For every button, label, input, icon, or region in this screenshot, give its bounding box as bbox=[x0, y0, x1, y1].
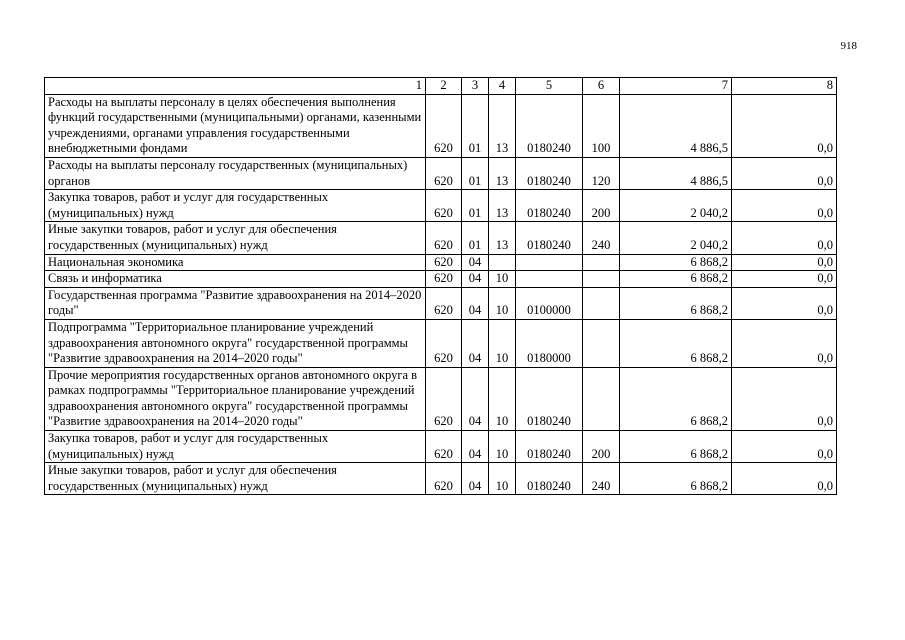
table-row bbox=[45, 94, 837, 157]
code-subsection-cell: 10 bbox=[489, 431, 516, 463]
code-admin-cell: 620 bbox=[426, 367, 462, 430]
column-header: 8 bbox=[732, 78, 837, 95]
row-name-cell: Иные закупки товаров, работ и услуг для обеспечения государственных (муниципальных) нужд bbox=[45, 222, 426, 254]
amount-cell: 2 040,2 bbox=[620, 190, 732, 222]
amount-cell: 6 868,2 bbox=[620, 463, 732, 495]
code-admin-cell: 620 bbox=[426, 287, 462, 319]
column-header: 6 bbox=[583, 78, 620, 95]
code-section-cell: 04 bbox=[462, 319, 489, 367]
amount-extra-cell: 0,0 bbox=[732, 157, 837, 189]
code-subsection-cell: 10 bbox=[489, 367, 516, 430]
amount-extra-cell: 0,0 bbox=[732, 287, 837, 319]
code-admin-cell: 620 bbox=[426, 463, 462, 495]
code-target-cell: 0100000 bbox=[516, 287, 583, 319]
table-row bbox=[45, 431, 837, 463]
row-name-cell: Прочие мероприятия государственных органов автономного округа в рамках подпрограммы "Территориальное планирование учреждений здравоохранения автономного округа" государственной программы "Развитие здравоохранения на 2014–2020 годы" bbox=[45, 367, 426, 430]
code-admin-cell: 620 bbox=[426, 271, 462, 288]
table-row bbox=[45, 367, 837, 430]
code-admin-cell: 620 bbox=[426, 157, 462, 189]
code-section-cell: 01 bbox=[462, 94, 489, 157]
column-header: 7 bbox=[620, 78, 732, 95]
code-admin-cell: 620 bbox=[426, 94, 462, 157]
amount-cell: 6 868,2 bbox=[620, 287, 732, 319]
code-subsection-cell: 13 bbox=[489, 94, 516, 157]
code-expense-type-cell bbox=[583, 254, 620, 271]
code-section-cell: 04 bbox=[462, 463, 489, 495]
code-target-cell bbox=[516, 271, 583, 288]
amount-extra-cell: 0,0 bbox=[732, 367, 837, 430]
code-expense-type-cell bbox=[583, 367, 620, 430]
amount-extra-cell: 0,0 bbox=[732, 94, 837, 157]
code-subsection-cell: 13 bbox=[489, 157, 516, 189]
table-row bbox=[45, 222, 837, 254]
row-name-cell: Национальная экономика bbox=[45, 254, 426, 271]
code-subsection-cell bbox=[489, 254, 516, 271]
code-target-cell bbox=[516, 254, 583, 271]
amount-cell: 6 868,2 bbox=[620, 254, 732, 271]
table-row bbox=[45, 287, 837, 319]
row-name-cell: Расходы на выплаты персоналу государственных (муниципальных) органов bbox=[45, 157, 426, 189]
code-target-cell: 0180240 bbox=[516, 94, 583, 157]
amount-cell: 6 868,2 bbox=[620, 271, 732, 288]
code-subsection-cell: 10 bbox=[489, 319, 516, 367]
code-target-cell: 0180240 bbox=[516, 190, 583, 222]
amount-cell: 6 868,2 bbox=[620, 431, 732, 463]
code-subsection-cell: 10 bbox=[489, 287, 516, 319]
code-section-cell: 04 bbox=[462, 431, 489, 463]
amount-cell: 2 040,2 bbox=[620, 222, 732, 254]
row-name-cell: Расходы на выплаты персоналу в целях обеспечения выполнения функций государственными (муниципальными) органами, казенными учреждениями, органами управления государственными внебюджетными фондами bbox=[45, 94, 426, 157]
code-target-cell: 0180240 bbox=[516, 157, 583, 189]
column-header: 2 bbox=[426, 78, 462, 95]
table-header-row bbox=[45, 78, 837, 95]
page-number: 918 bbox=[840, 40, 857, 52]
code-admin-cell: 620 bbox=[426, 431, 462, 463]
code-section-cell: 01 bbox=[462, 157, 489, 189]
table-row bbox=[45, 319, 837, 367]
code-section-cell: 04 bbox=[462, 254, 489, 271]
table-row bbox=[45, 157, 837, 189]
row-name-cell: Подпрограмма "Территориальное планирование учреждений здравоохранения автономного округа" государственной программы "Развитие здравоохранения на 2014–2020 годы" bbox=[45, 319, 426, 367]
code-expense-type-cell bbox=[583, 319, 620, 367]
amount-extra-cell: 0,0 bbox=[732, 254, 837, 271]
code-admin-cell: 620 bbox=[426, 222, 462, 254]
table-row bbox=[45, 463, 837, 495]
code-expense-type-cell: 100 bbox=[583, 94, 620, 157]
code-expense-type-cell: 200 bbox=[583, 190, 620, 222]
amount-extra-cell: 0,0 bbox=[732, 190, 837, 222]
code-section-cell: 04 bbox=[462, 287, 489, 319]
table-row bbox=[45, 190, 837, 222]
code-target-cell: 0180240 bbox=[516, 222, 583, 254]
code-admin-cell: 620 bbox=[426, 254, 462, 271]
code-expense-type-cell bbox=[583, 271, 620, 288]
code-subsection-cell: 10 bbox=[489, 463, 516, 495]
code-expense-type-cell: 200 bbox=[583, 431, 620, 463]
amount-extra-cell: 0,0 bbox=[732, 319, 837, 367]
amount-cell: 4 886,5 bbox=[620, 157, 732, 189]
table-row bbox=[45, 271, 837, 288]
code-target-cell: 0180240 bbox=[516, 431, 583, 463]
row-name-cell: Закупка товаров, работ и услуг для государственных (муниципальных) нужд bbox=[45, 190, 426, 222]
amount-cell: 6 868,2 bbox=[620, 367, 732, 430]
code-admin-cell: 620 bbox=[426, 190, 462, 222]
row-name-cell: Государственная программа "Развитие здравоохранения на 2014–2020 годы" bbox=[45, 287, 426, 319]
code-target-cell: 0180240 bbox=[516, 463, 583, 495]
code-subsection-cell: 13 bbox=[489, 222, 516, 254]
budget-table bbox=[44, 77, 837, 495]
amount-cell: 4 886,5 bbox=[620, 94, 732, 157]
code-expense-type-cell bbox=[583, 287, 620, 319]
column-header: 4 bbox=[489, 78, 516, 95]
table-row bbox=[45, 254, 837, 271]
code-section-cell: 01 bbox=[462, 222, 489, 254]
code-expense-type-cell: 240 bbox=[583, 222, 620, 254]
code-subsection-cell: 13 bbox=[489, 190, 516, 222]
code-section-cell: 04 bbox=[462, 367, 489, 430]
code-section-cell: 01 bbox=[462, 190, 489, 222]
code-expense-type-cell: 240 bbox=[583, 463, 620, 495]
code-target-cell: 0180240 bbox=[516, 367, 583, 430]
column-header: 3 bbox=[462, 78, 489, 95]
amount-extra-cell: 0,0 bbox=[732, 431, 837, 463]
code-target-cell: 0180000 bbox=[516, 319, 583, 367]
code-admin-cell: 620 bbox=[426, 319, 462, 367]
code-subsection-cell: 10 bbox=[489, 271, 516, 288]
column-header: 1 bbox=[45, 78, 426, 95]
code-section-cell: 04 bbox=[462, 271, 489, 288]
row-name-cell: Закупка товаров, работ и услуг для государственных (муниципальных) нужд bbox=[45, 431, 426, 463]
amount-extra-cell: 0,0 bbox=[732, 463, 837, 495]
row-name-cell: Иные закупки товаров, работ и услуг для обеспечения государственных (муниципальных) нужд bbox=[45, 463, 426, 495]
row-name-cell: Связь и информатика bbox=[45, 271, 426, 288]
column-header: 5 bbox=[516, 78, 583, 95]
code-expense-type-cell: 120 bbox=[583, 157, 620, 189]
amount-cell: 6 868,2 bbox=[620, 319, 732, 367]
amount-extra-cell: 0,0 bbox=[732, 222, 837, 254]
amount-extra-cell: 0,0 bbox=[732, 271, 837, 288]
